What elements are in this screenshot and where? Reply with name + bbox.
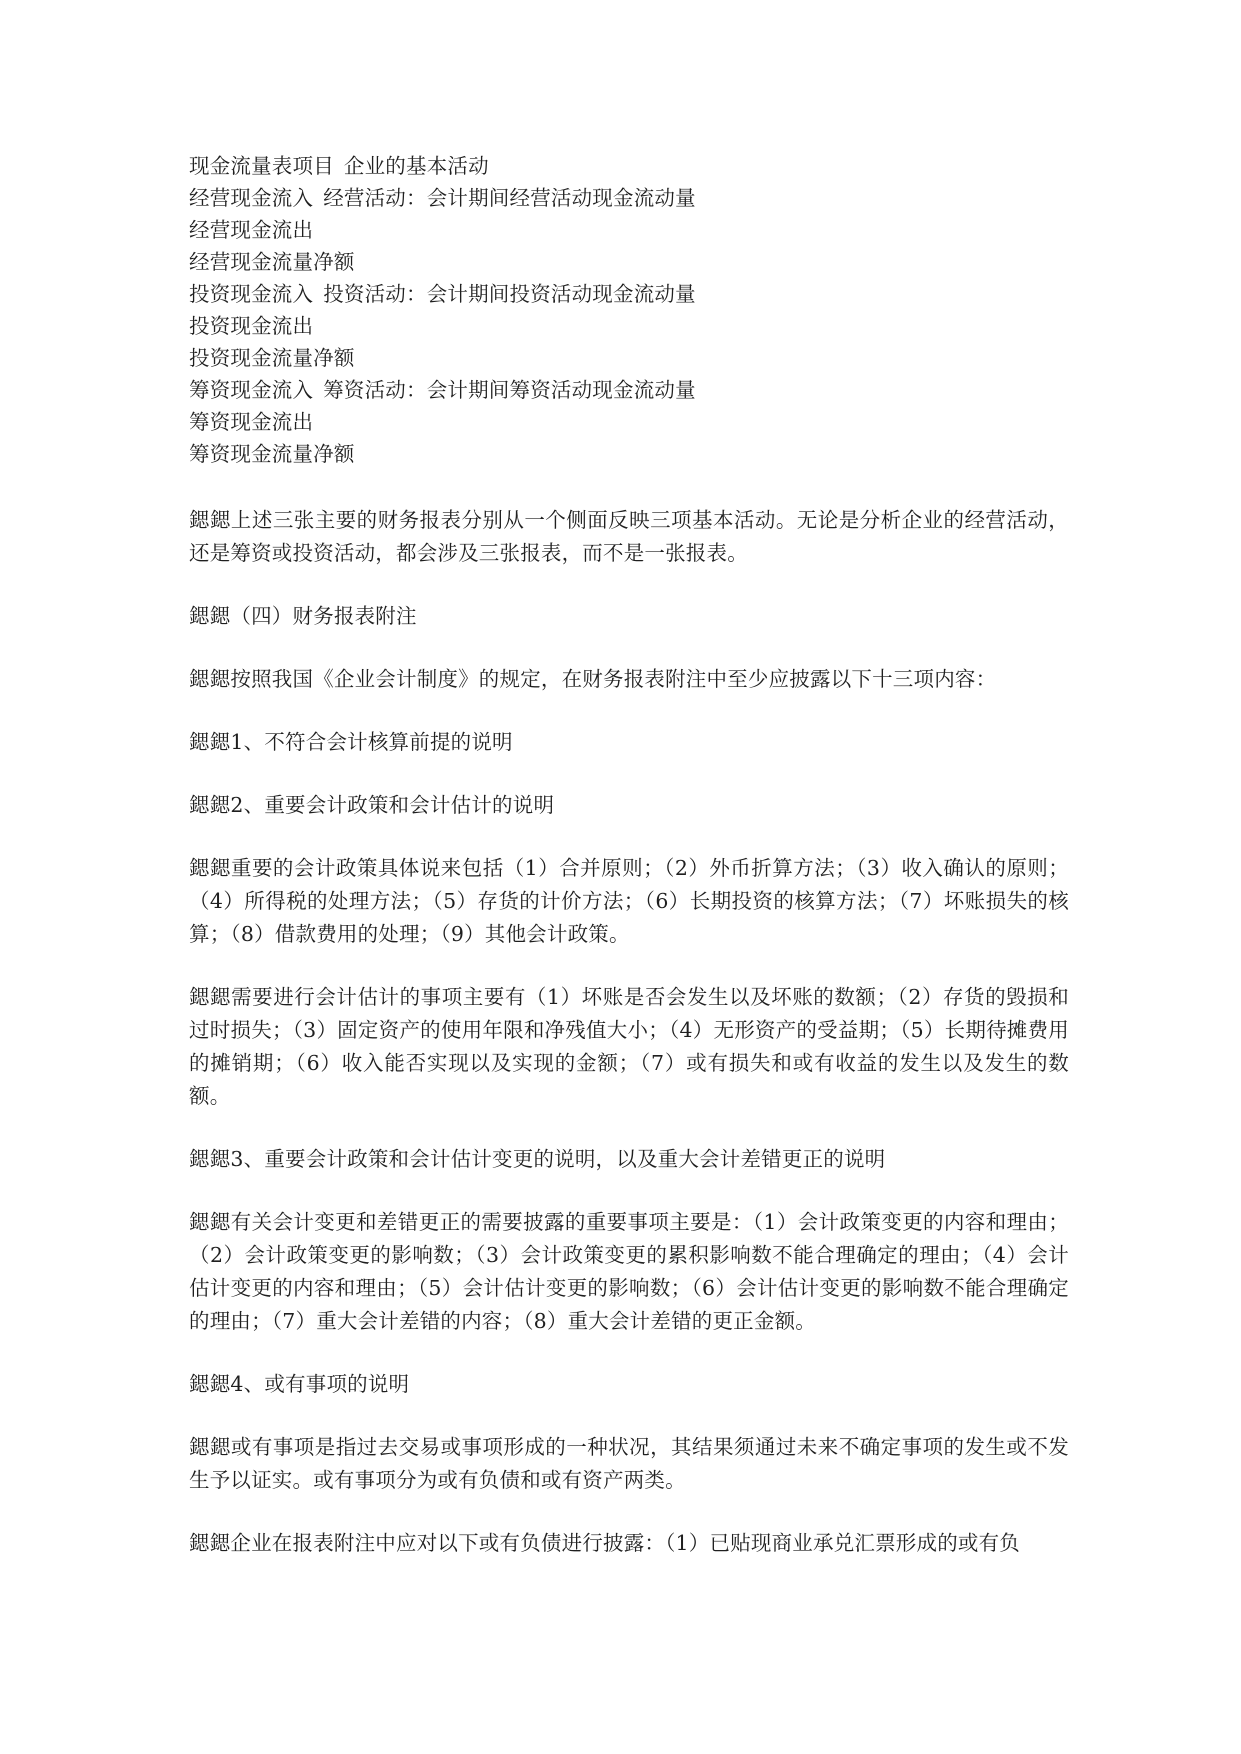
paragraph-contingent-liabilities: 鍶鍶企业在报表附注中应对以下或有负债进行披露：（1）已贴现商业承兑汇票形成的或有负: [189, 1531, 1020, 1555]
table-item: 经营现金流入: [189, 186, 314, 210]
table-activity: 企业的基本活动: [343, 154, 489, 178]
paragraph-disclosure-intro: 鍶鍶按照我国《企业会计制度》的规定，在财务报表附注中至少应披露以下十三项内容：: [189, 667, 997, 691]
document-body: [189, 150, 1069, 1560]
table-row: [189, 438, 1069, 470]
table-activity: 投资活动：会计期间投资活动现金流动量: [323, 282, 696, 306]
table-item: 经营现金流出: [189, 218, 314, 242]
item-heading-4: 鍶鍶4、或有事项的说明: [189, 1372, 410, 1396]
table-activity: 筹资活动：会计期间筹资活动现金流动量: [323, 378, 696, 402]
item-heading-3: 鍶鍶3、重要会计政策和会计估计变更的说明，以及重大会计差错更正的说明: [189, 1147, 886, 1171]
table-item: 现金流量表项目: [189, 154, 334, 178]
paragraph-summary: 鍶鍶上述三张主要的财务报表分别从一个侧面反映三项基本活动。无论是分析企业的经营活动，还是筹资或投资活动，都会涉及三张报表，而不是一张报表。: [189, 508, 1069, 565]
table-row: [189, 214, 1069, 246]
table-row: [189, 342, 1069, 374]
paragraph-accounting-estimates: 鍶鍶需要进行会计估计的事项主要有（1）坏账是否会发生以及坏账的数额；（2）存货的毁损和过时损失；（3）固定资产的使用年限和净残值大小；（4）无形资产的受益期；（5）长期待摊费用的摊销期；（6）收入能否实现以及实现的金额；（7）或有损失和或有收益的发生以及发生的数额。: [189, 985, 1069, 1108]
item-heading-2: 鍶鍶2、重要会计政策和会计估计的说明: [189, 793, 555, 817]
table-row: [189, 374, 1069, 406]
table-row: [189, 246, 1069, 278]
paragraph-contingencies: 鍶鍶或有事项是指过去交易或事项形成的一种状况，其结果须通过未来不确定事项的发生或不发生予以证实。或有事项分为或有负债和或有资产两类。: [189, 1435, 1069, 1492]
table-item: 投资现金流出: [189, 314, 314, 338]
table-activity: 经营活动：会计期间经营活动现金流动量: [323, 186, 696, 210]
table-item: 筹资现金流入: [189, 378, 314, 402]
table-item: 投资现金流入: [189, 282, 314, 306]
table-item: 筹资现金流出: [189, 410, 314, 434]
table-row: [189, 278, 1069, 310]
table-item: 筹资现金流量净额: [189, 442, 355, 466]
section-heading-notes: 鍶鍶（四）财务报表附注: [189, 604, 417, 628]
table-row: [189, 406, 1069, 438]
paragraph-accounting-policies: 鍶鍶重要的会计政策具体说来包括（1）合并原则；（2）外币折算方法；（3）收入确认的原则；（4）所得税的处理方法；（5）存货的计价方法；（6）长期投资的核算方法；（7）坏账损失的核算；（8）借款费用的处理；（9）其他会计政策。: [189, 856, 1069, 946]
table-row: [189, 150, 1069, 182]
table-item: 投资现金流量净额: [189, 346, 355, 370]
item-heading-1: 鍶鍶1、不符合会计核算前提的说明: [189, 730, 513, 754]
paragraph-changes-corrections: 鍶鍶有关会计变更和差错更正的需要披露的重要事项主要是：（1）会计政策变更的内容和理由；（2）会计政策变更的影响数；（3）会计政策变更的累积影响数不能合理确定的理由；（4）会计估计变更的内容和理由；（5）会计估计变更的影响数；（6）会计估计变更的影响数不能合理确定的理由；（7）重大会计差错的内容；（8）重大会计差错的更正金额。: [189, 1210, 1069, 1333]
table-row: [189, 182, 1069, 214]
table-row: [189, 310, 1069, 342]
table-item: 经营现金流量净额: [189, 250, 355, 274]
